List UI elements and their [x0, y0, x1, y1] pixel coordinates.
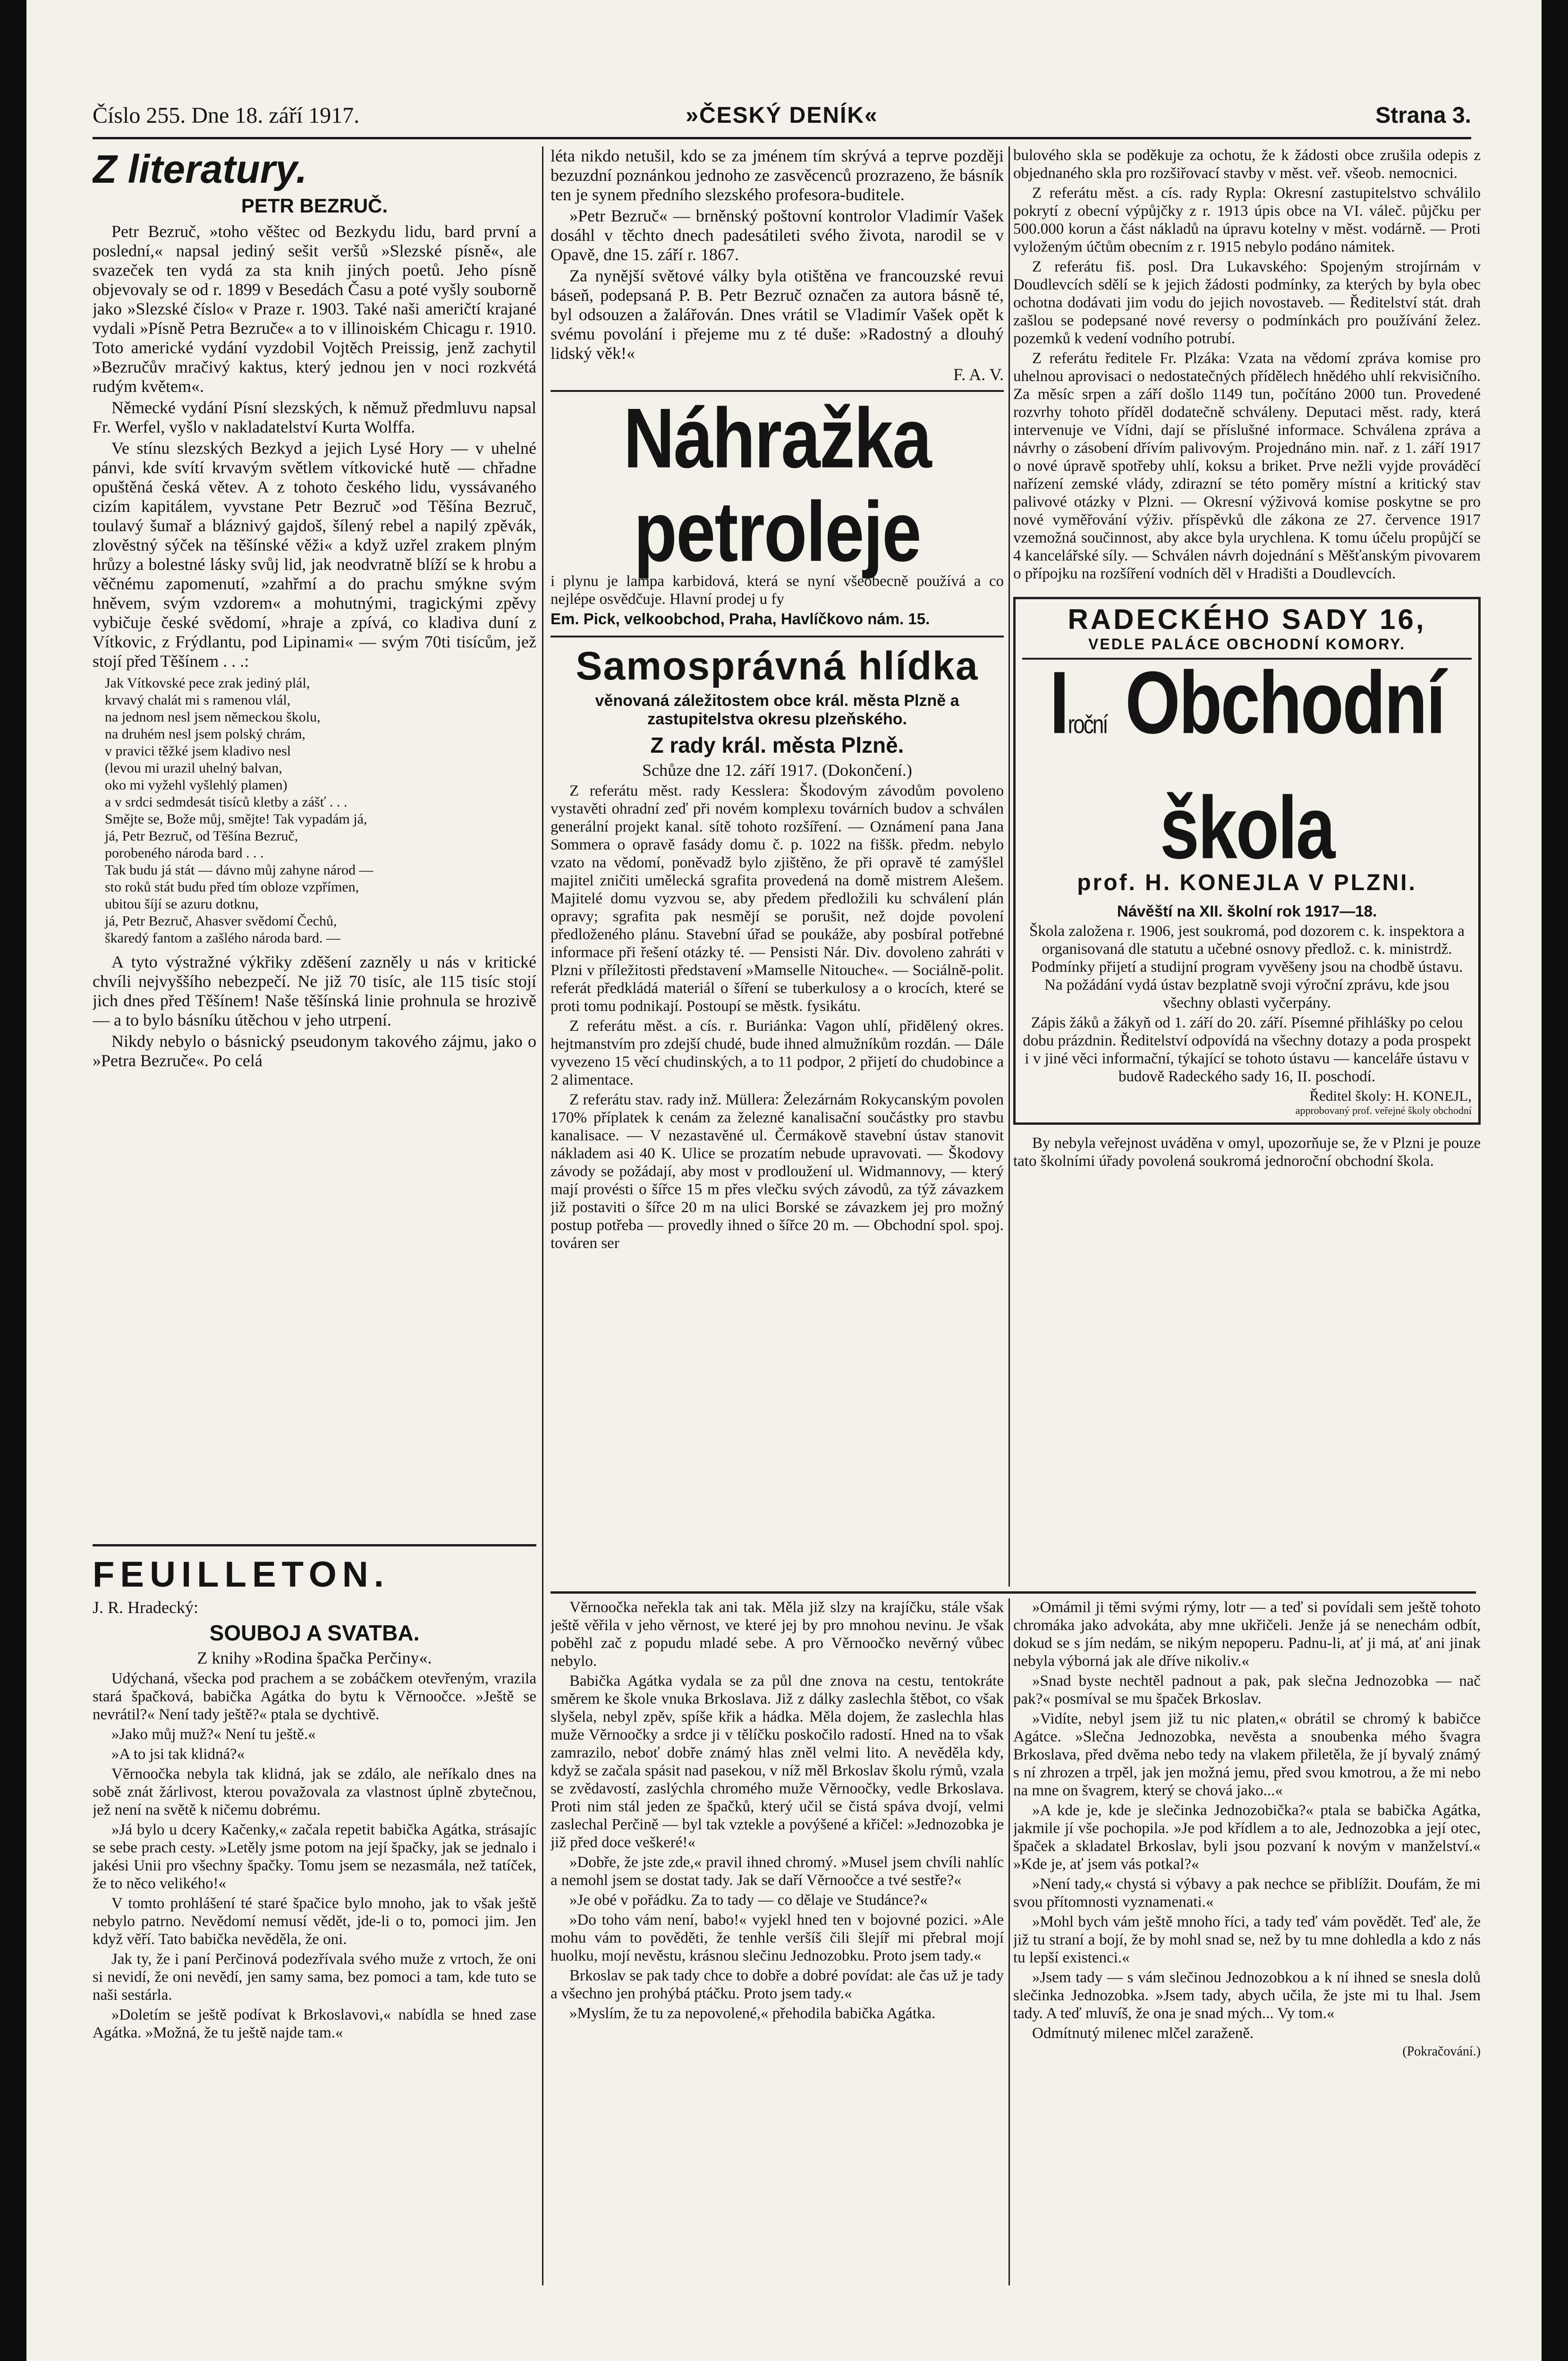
article-signature: F. A. V.	[953, 365, 1004, 384]
ad-headline-main: Obchodní škola	[1125, 653, 1445, 877]
literature-column	[93, 146, 536, 1539]
page-header	[93, 94, 1471, 139]
poem-line: ubitou šíjí se azuru dotknu,	[105, 896, 259, 912]
poem-line: sto roků stát budu před tím obloze vzpřímen,	[105, 879, 359, 895]
paragraph: »Dobře, že jste zde,« pravil ihned chromý. »Musel jsem chvíli nahlíc a nemohl jsem se dostat tady. Jak se daří Věrnoočce a tvé sestře?«	[551, 1854, 1004, 1889]
poem-line: oko mi vyžehl vyšlehlý plamen)	[105, 777, 288, 793]
newspaper-page	[64, 76, 1500, 2285]
paragraph: »Mohl bych vám ještě mnoho říci, a tady teď vám povědět. Teď ale, že již tu straní a bojí, že by mohl snad se, než by tu mne dohledla a kdo z nás tu lepší existenci.«	[1013, 1913, 1481, 1966]
section-title: Samosprávná hlídka	[576, 644, 979, 688]
paragraph: »Do toho vám není, babo!« vyjekl hned ten v bojovné pozici. »Ale mohu vám to pověděti, že tenhle veršíš čili šlejíř mi přebral mojí huolku, mojí nevěstu, krásnou slečinu Jednozobku. Proto jsem tady.«	[551, 1911, 1004, 1964]
paragraph: By nebyla veřejnost uváděna v omyl, upozorňuje se, že v Plzni je pouze tato školními úřady povolená soukromá jednoroční obchodní škola.	[1013, 1135, 1481, 1170]
poem-line: na jednom nesl jsem německou školu,	[105, 709, 321, 725]
column-rule	[1009, 1598, 1010, 2285]
poem-line: porobeného národa bard . . .	[105, 845, 264, 861]
ad-paragraph: Škola založena r. 1906, jest soukromá, pod dozorem c. k. inspektora a organisovaná dle statutu a učebné osnovy předlož. c. k. ministrdž. Podmínky přijetí a studijní program vyvěšeny jsou na chodbě ústavu. Na požádání vydá ústav bezplatně svoji výroční zprávu, kde jsou všechny oblasti vyčerpány.	[1029, 923, 1465, 1011]
paragraph: »Vidíte, nebyl jsem již tu nic platen,« obrátil se chromý k babičce Agátce. »Slečna Jednozobka, nevěsta a snoubenka mého švagra Brkoslava, před dvěma nebo tedy na vlakem přiletěla, že jí byvalý známý s ní zhrozen a trpěl, jak jen možná jemu, před svou kmotrou, a že mi nebo na mne on švagrem, který se chová jako...«	[1013, 1710, 1481, 1799]
continued-note: (Pokračování.)	[1402, 2044, 1481, 2059]
paragraph: Petr Bezruč, »toho věštec od Bezkydu lidu, bard první a poslední,« napsal jediný sešit veršů »Slezské písně«, ale svazeček ten vydá za sta knih jiných poetů. Jeho písně objevovaly se od r. 1899 v Besedách Času a poté vyšly souborně jako »Slezské číslo« v Praze r. 1903. Také naši američtí krajané vydali »Písně Petra Bezruče« a to v illinoiském Chicagu r. 1910. Toto americké vydání vyzdobil Vojtěch Preissig, jenž zachytil »Bezručův mračivý kaktus, který jednou jen v noci rozkvétá rudým květem«.	[93, 222, 536, 396]
ad-location: VEDLE PALÁCE OBCHODNÍ KOMORY.	[1022, 636, 1472, 660]
poem	[93, 675, 536, 947]
newspaper-sheet	[26, 0, 1542, 2361]
paragraph: Německé vydání Písní slezských, k němuž předmluvu napsal Fr. Werfel, vyšlo v nakladatelství Kurta Wolffa.	[93, 398, 536, 436]
middle-column	[551, 146, 1004, 1587]
petroleum-substitute-ad	[551, 390, 1004, 637]
section-divider	[93, 1544, 536, 1546]
ad-firm: Em. Pick, velkoobchod, Praha, Havlíčkovo nám. 15.	[551, 610, 930, 628]
ad-address: RADECKÉHO SADY 16,	[1068, 603, 1426, 635]
poem-line: (levou mi urazil uhelný balvan,	[105, 760, 282, 776]
paragraph: Z referátu stav. rady inž. Müllera: Železárnám Rokycanským povolen 170% příplatek k cenám za železné kanalisační součástky pro stavbu kanalisace. — V nezastavěné ul. Čermákově stavební ústav stanovit nákladem asi 40 K. Ulice se prozatím nebude upravovati. — Škodovy závody se požádají, aby most v prodloužení ul. Widmannovy, — který mají provésti o šířce 15 m přes vlečku svých závodů, za týž závazkem již postaviti o šířce 20 m na ulici Borské se závazkem jej pro možný postup potřeba — provedly ihned o šířce 20 m. — Obchodní spol. spoj. továren ser	[551, 1091, 1004, 1252]
paragraph: »Jako můj muž?« Není tu ještě.«	[111, 1726, 316, 1743]
paragraph: V tomto prohlášení té staré špačice bylo mnoho, jak to však ještě nebylo patrno. Nevědomí nemusí vědět, jde-li o to, pomoci jim. Jen když věří. Tato babička nevěděla, že oni.	[93, 1895, 536, 1948]
right-column	[1013, 146, 1481, 1587]
poem-line: já, Petr Bezruč, od Těšína Bezruč,	[105, 828, 298, 844]
paragraph: Z referátu měst. rady Kesslera: Škodovým závodům povoleno vystavěti ohradní zeď při novém komplexu továrních budov a schválen generální projekt kanal. sítě tohoto rozšíření. — Oznámení pana Jana Sommera o opravě fasády domu č. p. 1022 na fiššk. předm. nebylo vzato na vědomí, poněvadž bylo zjištěno, že při opravě té zamýšlel majitel zničiti umělecká sgrafita provedená na domě mistrem Alešem. Majitelé domu vyzvou se, aby předem předložili ku schválení plán opravy; sgrafita pak nesmějí se porušit, než dojde povolení předloženého plánu. Stavební úřad se poukáže, aby posbíral potřebné informace při řešení otázky té. — Pensisti Nár. Div. dovoleno zahráti v Plzni v příležitosti představení »Mamselle Nitouche«. — Sociálně-polit. referát předkládá materiál o šíření se tuberkulosy a o krocích, které se proti tomu podnikají. Postoupí se městk. fysikátu.	[551, 782, 1004, 1015]
paragraph: »A to jsi tak klidná?«	[111, 1746, 245, 1763]
poem-line: Tak budu já stát — dávno můj zahyne národ —	[105, 862, 373, 878]
paragraph: Ve stínu slezských Bezkyd a jejich Lysé Hory — v uhelné pánvi, kde svítí krvavým světlem vítkovické hutě — chřadne opuštěná česká větev. A z tohoto českého lidu, vyssávaného cizím kapitálem, vyvstane Petr Bezruč »od Těšína Bezruč, toulavý šumař a bláznivý gajdoš, šílený rebel a napilý zpěvák, zlověstný sýček na těšínské věži« a když uzřel zrakem plným hrůzy a bolestné lásky svůj lid, jak neodvratně blíží se k hrobu a věčnému zapomenutí, »zahřmí a do prachu smýkne svým hněvem, svým vzdorem« a mohutnými, tragickými zpěvy vybičuje české svědomí, »hraje a zpívá, co kladiva duní z Vítkovic, z Frýdlantu, pod Lipinami« — svým 70ti tisícům, jež stojí před Těšínem . . .:	[93, 439, 536, 671]
feuilleton-column-2	[551, 1598, 1004, 2285]
story-title: SOUBOJ A SVATBA.	[209, 1621, 420, 1645]
paragraph: »Není tady,« chystá si výbavy a pak nechce se přiblížit. Doufám, že mi svou přítomnosti vyznamenati.«	[1013, 1876, 1481, 1911]
ad-proprietor: prof. H. KONEJLA V PLZNI.	[1077, 870, 1417, 895]
paragraph: Brkoslav se pak tady chce to dobře a dobré povídat: ale čas už je tady a všechno jen prohýbá ptáčku. Proto jsem tady.«	[551, 1967, 1004, 2002]
paragraph: »Jsem tady — s vám slečinou Jednozobkou a k ní ihned se snesla dolů slečinka Jednozobka. »Jsem tady, abych učila, že jste mi tu lhal. Jsem tady. A teď mluvíš, že ona je snad mých... Vy tom.«	[1013, 1969, 1481, 2022]
poem-line: a v srdci sedmdesát tisíců kletby a zášť . . .	[105, 794, 348, 810]
paragraph: Z referátu fiš. posl. Dra Lukavského: Spojeným strojírnám v Doudlevcích sdělí se k jejich žádosti podmínky, za kterých by byla obec ochotna dodávati jim vodu do jejich novostaveb. — Ředitelství stát. drah zašlou se podepsané nové reversy o podmínkách pro používání želez. pozemků k vedení vodního potrubí.	[1013, 258, 1481, 347]
paragraph: »Doletím se ještě podívat k Brkoslavovi,« nabídla se hned zase Agátka. »Možná, že tu ještě najde tam.«	[93, 2006, 536, 2041]
paragraph: Odmítnutý milenec mlčel zaraženě.	[1032, 2025, 1254, 2042]
paragraph: Z referátu ředitele Fr. Plzáka: Vzata na vědomí zpráva komise pro uhelnou aprovisaci o nedostatečných přídělech hnědého uhlí rekvisičního. Za měsíc srpen a září došlo 1149 tun, počítáno 2000 tun. Provedené rozvrhy tohoto příděl dodatečně schváleny. Deputaci měst. rady, která intervenuje ve Vídni, dají se příslušné informace. Schválena zpráva a návrhy o zásobení dřívím palivovým. Projednáno min. nař. z 1. září 1917 o nové úpravě spotřeby uhlí, koksu a briket. Prve nežli vyjde prováděcí nařízení zemské vlády, zdirazní se této poměry místní a kritický stav palivové otázky v Plzni. — Okresní výživová komise poskytne se pro nové vyměřování výživ. příspěvků dle zákona ze 27. července 1917 vzemožná součinnost, aby akce byla urychlena. K tomu účelu propůjčí se 4 kancelářské síly. — Schválen návrh dojednání s Měšťanským pivovarem o přípojku na rozšíření vodních děl v Hradišti a Doudlevcích.	[1013, 350, 1481, 582]
paragraph: »Já bylo u dcery Kačenky,« začala repetit babička Agátka, strásajíc se sebe prach cesty. »Letěly jsme potom na její špačky, jak se jednalo i jakési Unii pro všechny špačky. Tomu jsem se nezasmála, než tatíček, že to něco velikého!«	[93, 1821, 536, 1892]
paragraph: Z referátu měst. a cís. rady Rypla: Okresní zastupitelstvo schválilo pokrytí z obecní výpůjčky z r. 1913 úpis obce na VI. váleč. půjčku per 500.000 korun a část nákladů na úpravu kotelny v měst. vodárně. — Proti vyloženým účtům obecním z r. 1915 nebylo podáno námitek.	[1013, 185, 1481, 255]
poem-line: krvavý chalát mi s ramenou vlál,	[105, 692, 291, 708]
section-subtitle: věnovaná záležitostem obce král. města Plzně a zastupitelstva okresu plzeňského.	[595, 692, 959, 728]
feuilleton-column-1	[93, 1551, 536, 2285]
article-subject: PETR BEZRUČ.	[241, 195, 388, 217]
paragraph: Udýchaná, všecka pod prachem a se zobáčkem otevřeným, vrazila stará špačková, babička Agátka do bytu k Věrnoočce. »Ještě se nevrátil?« Není tady ještě?« ptala se dychtivě.	[93, 1670, 536, 1723]
paragraph: léta nikdo netušil, kdo se za jménem tím skrývá a teprve později bezuzdní poznánkou jednoho ze zasvěcenců prozrazeno, že básník ten je synem předního slezského profesora-buditele.	[551, 146, 1004, 204]
paragraph: »Snad byste nechtěl padnout a pak, pak slečna Jednozobka — nač pak?« posmíval se mu špaček Brkoslav.	[1013, 1673, 1481, 1707]
paragraph: Jak ty, že i paní Perčinová podezřívala svého muže z vrtoch, že oni si nevidí, že oni nevědí, jen samy sama, bez pomoci a tam, kde tuto se naši sestárla.	[93, 1951, 536, 2004]
feuilleton-title: FEUILLETON.	[93, 1554, 390, 1595]
section-divider	[551, 1591, 1476, 1594]
paragraph: Věrnoočka neřekla tak ani tak. Měla již slzy na krajíčku, stále však ještě věřila v jeho věrnost, ve které jej by pro mnohou nevinu. Je však poběhl zač z popudu mladé sebe. A pro Věrnoočko nevěrný vůbec nebylo.	[551, 1599, 1004, 1670]
paragraph: »Petr Bezruč« — brněnský poštovní kontrolor Vladimír Vašek dosáhl v těchto dnech padesátileti svého života, narodil se v Opavě, dne 15. září r. 1867.	[551, 206, 1004, 264]
ad-headline-initial: I	[1049, 653, 1068, 752]
poem-line: Jak Vítkovské pece zrak jediný plál,	[105, 675, 310, 691]
feuilleton-column-3	[1013, 1598, 1481, 2285]
paragraph: Nikdy nebylo o básnický pseudonym takového zájmu, jako o »Petra Bezruče«. Po celá	[93, 1032, 536, 1070]
paragraph: Věrnoočka nebyla tak klidná, jak se zdálo, ale neříkalo dnes na sobě znát žárlivost, kterou považovala za vlastnost úplně zbytečnou, jež není na světě k ničemu dobrému.	[93, 1766, 536, 1818]
report-date: Schůze dne 12. září 1917. (Dokončení.)	[642, 761, 912, 780]
ad-paragraph: Zápis žáků a žákyň od 1. září do 20. září. Písemné přihlášky po celou dobu prázdnin. Ředitelství odpovídá na všechny dotazy a poda prospekt i v jiné věci informační, týkající se tohoto ústavu — kanceláře ústavu v budově Radeckého sady 16, II. poschodí.	[1023, 1014, 1471, 1085]
issue-date: Číslo 255. Dne 18. září 1917.	[93, 103, 360, 128]
ad-headline	[1022, 651, 1472, 880]
ad-text: i plynu je lampa karbidová, která se nyní všeobecně používá a co nejlépe osvědčuje. Hlavní prodej u fy	[551, 573, 1004, 608]
poem-line: já, Petr Bezruč, Ahasver svědomí Čechů,	[105, 913, 337, 929]
paragraph: Babička Agátka vydala se za půl dne znova na cestu, tentokráte směrem ke škole vnuka Brkoslava. Již z dálky zaslechla štěbot, co však slyšela, nebyl zpěv, spíše křik a hádka. Měla dojem, že zaslechla hlas muže Věrnoočky a srdce ji v tělíčku poskočilo radostí. Hned na to však zamrazilo, neboť dobře známý hlas zněl velmi lito. A nevěděla kdy, když se začala spásit nad pasekou, v níž měl Brkoslav školu rýmů, vzala se zvědavostí, zaslýchla chromého muže Věrnoočky, vedle Brkoslava. Proti nim stál jeden ze špačků, který učil se čistá spáva dvojí, velmi zaslechal Perčině — byl tak vztekle a povýšené a křičel: »Jednozobka je již před doce veškeré!«	[551, 1673, 1004, 1851]
paragraph: A tyto výstražné výkřiky zděšení zazněly u nás v kritické chvíli nejvyššího nebezpečí. Ne již 70 tisíc, ale 115 tisíc stojí jich dnes před Těšínem! Naše těšínská linie prohnula se hrozivě — a to bylo básníku útěchou v jeho utrpení.	[93, 952, 536, 1029]
paragraph: »Myslím, že tu za nepovolené,« přehodila babička Agátka.	[569, 2005, 936, 2022]
column-rule	[1009, 146, 1010, 1587]
paragraph: Za nynější světové války byla otištěna ve francouzské revui báseň, podepsaná P. B. Petr Bezruč označen za autora básně té, byl odsouzen a žalářován. Dnes vrátil se Vladimír Vašek opět k svému povolání i přejeme mu z té duše: »Radostný a dlouhý lidský věk!«	[551, 266, 1004, 363]
paragraph: »Je obé v pořádku. Za to tady — co dělaje ve Studánce?«	[569, 1892, 928, 1909]
paragraph: »Omámil ji těmi svými rýmy, lotr — a teď si povídali sem ještě tohoto chromáka jako advokáta, aby mne ukřičeli. Jenže já se nenechám odbít, dokud se s jím nedám, se nikým nepoperu. Padnu-li, ať ji má, ať ani jinak nebyla výborná jak ale dříve nikoliv.«	[1013, 1599, 1481, 1670]
poem-line: Smějte se, Bože můj, smějte! Tak vypadám já,	[105, 811, 367, 827]
paragraph: bulového skla se poděkuje za ochotu, že k žádosti obce zrušila odepis z objednaného skla pro rozšiřovací stavby v měst. veř. všeob. nemocnici.	[1013, 147, 1481, 182]
feuilleton-author: J. R. Hradecký:	[93, 1598, 198, 1617]
column-rule	[542, 146, 543, 1587]
ad-headline: Náhražka petroleje	[623, 390, 931, 579]
business-school-ad	[1013, 597, 1481, 1125]
column-rule	[542, 1551, 543, 2285]
poem-line: v pravici těžké jsem kladivo nesl	[105, 743, 291, 759]
poem-line: škaredý fantom a zašlého národa bard. —	[105, 930, 340, 946]
story-source: Z knihy »Rodina špačka Perčiny«.	[197, 1648, 432, 1667]
ad-signature: Ředitel školy: H. KONEJL,	[1309, 1087, 1472, 1104]
section-title: Z literatury.	[93, 147, 307, 191]
page-number: Strana 3.	[1375, 103, 1471, 128]
masthead-name: »ČESKÝ DENÍK«	[686, 103, 878, 128]
report-heading: Z rady král. města Plzně.	[650, 733, 904, 757]
poem-line: na druhém nesl jsem polský chrám,	[105, 726, 305, 742]
paragraph: Z referátu měst. a cís. r. Buriánka: Vagon uhlí, přidělený okres. hejtmanstvím pro zdejší chudé, bude ihned almužníkům rozdán. — Dále vyvezeno 15 věcí chudinských, a to 11 podpor, 2 přijetí do chudobince a 2 alimentace.	[551, 1018, 1004, 1088]
ad-signature-note: approbovaný prof. veřejné školy obchodní	[1295, 1104, 1472, 1116]
ad-headline-small: roční	[1068, 710, 1107, 739]
ad-notice: Návěští na XII. školní rok 1917—18.	[1117, 902, 1377, 920]
paragraph: »A kde je, kde je slečinka Jednozobička?« ptala se babička Agátka, jakmile jí vše pochopila. »Je pod křídlem a to ale, Jednozobka a její otec, špaček a skladatel Brkoslav, byli jsou pozvaní k novým v manželství.« »Kde je, ať jsem vás potkal?«	[1013, 1802, 1481, 1873]
